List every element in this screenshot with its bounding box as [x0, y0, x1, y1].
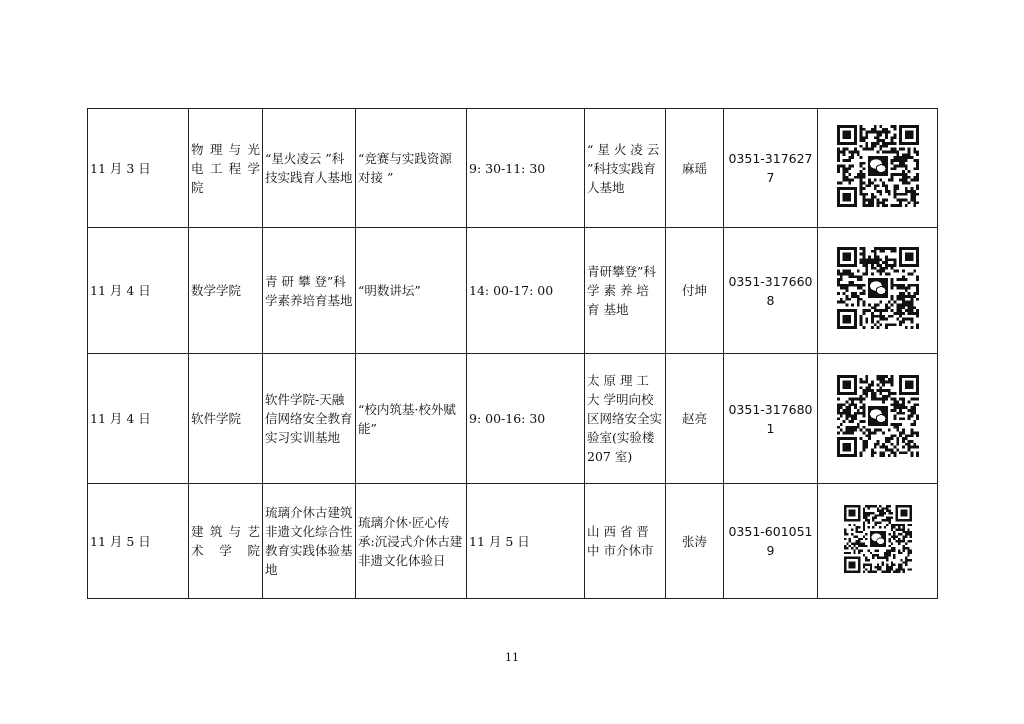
location-cell: 太 原 理 工 大 学明向校区网络安全实验室(实验楼 207 室)	[585, 354, 666, 484]
base-cell: 琉璃介休古建筑非遗文化综合性教育实践体验基地	[263, 484, 356, 599]
activity-cell: “明数讲坛”	[356, 228, 467, 354]
time-cell: 9: 30-11: 30	[467, 109, 585, 228]
base-cell: 青 研 攀 登”科 学素养培育基地	[263, 228, 356, 354]
contact-cell: 麻瑶	[666, 109, 724, 228]
phone-cell: 0351-3176277	[724, 109, 818, 228]
date-cell: 11 月 5 日	[88, 484, 189, 599]
wechat-qr-code-icon	[837, 125, 919, 207]
activity-cell: 琉璃介休·匠心传承:沉浸式介休古建非遗文化体验日	[356, 484, 467, 599]
time-cell: 11 月 5 日	[467, 484, 585, 599]
table-row	[88, 484, 938, 599]
time-cell: 14: 00-17: 00	[467, 228, 585, 354]
qr-cell	[818, 109, 938, 228]
qr-cell	[818, 228, 938, 354]
wechat-qr-code-icon	[844, 505, 912, 573]
table-row	[88, 109, 938, 228]
table-row	[88, 354, 938, 484]
phone-cell: 0351-6010519	[724, 484, 818, 599]
wechat-qr-code-icon	[837, 247, 919, 329]
college-cell: 物 理 与 光 电 工 程 学 院	[189, 109, 263, 228]
activity-cell: “竞赛与实践资源对接 ”	[356, 109, 467, 228]
location-cell: 山 西 省 晋 中 市介休市	[585, 484, 666, 599]
date-cell: 11 月 4 日	[88, 354, 189, 484]
location-cell: “ 星 火 凌 云 ”科技实践育人基地	[585, 109, 666, 228]
time-cell: 9: 00-16: 30	[467, 354, 585, 484]
phone-cell: 0351-3176801	[724, 354, 818, 484]
qr-cell	[818, 354, 938, 484]
base-cell: 软件学院-天融信网络安全教育实习实训基地	[263, 354, 356, 484]
college-cell: 软件学院	[189, 354, 263, 484]
phone-cell: 0351-3176608	[724, 228, 818, 354]
wechat-qr-code-icon	[837, 375, 919, 457]
contact-cell: 赵亮	[666, 354, 724, 484]
contact-cell: 付坤	[666, 228, 724, 354]
college-cell: 数学学院	[189, 228, 263, 354]
contact-cell: 张涛	[666, 484, 724, 599]
date-cell: 11 月 4 日	[88, 228, 189, 354]
activity-cell: “校内筑基·校外赋能”	[356, 354, 467, 484]
table-row	[88, 228, 938, 354]
activity-schedule-table	[87, 108, 938, 599]
date-cell: 11 月 3 日	[88, 109, 189, 228]
base-cell: “星火凌云 ”科技实践育人基地	[263, 109, 356, 228]
location-cell: 青研攀登”科 学 素 养 培 育 基地	[585, 228, 666, 354]
page-number: 11	[505, 651, 519, 664]
college-cell: 建 筑 与 艺 术学院	[189, 484, 263, 599]
qr-cell	[818, 484, 938, 599]
